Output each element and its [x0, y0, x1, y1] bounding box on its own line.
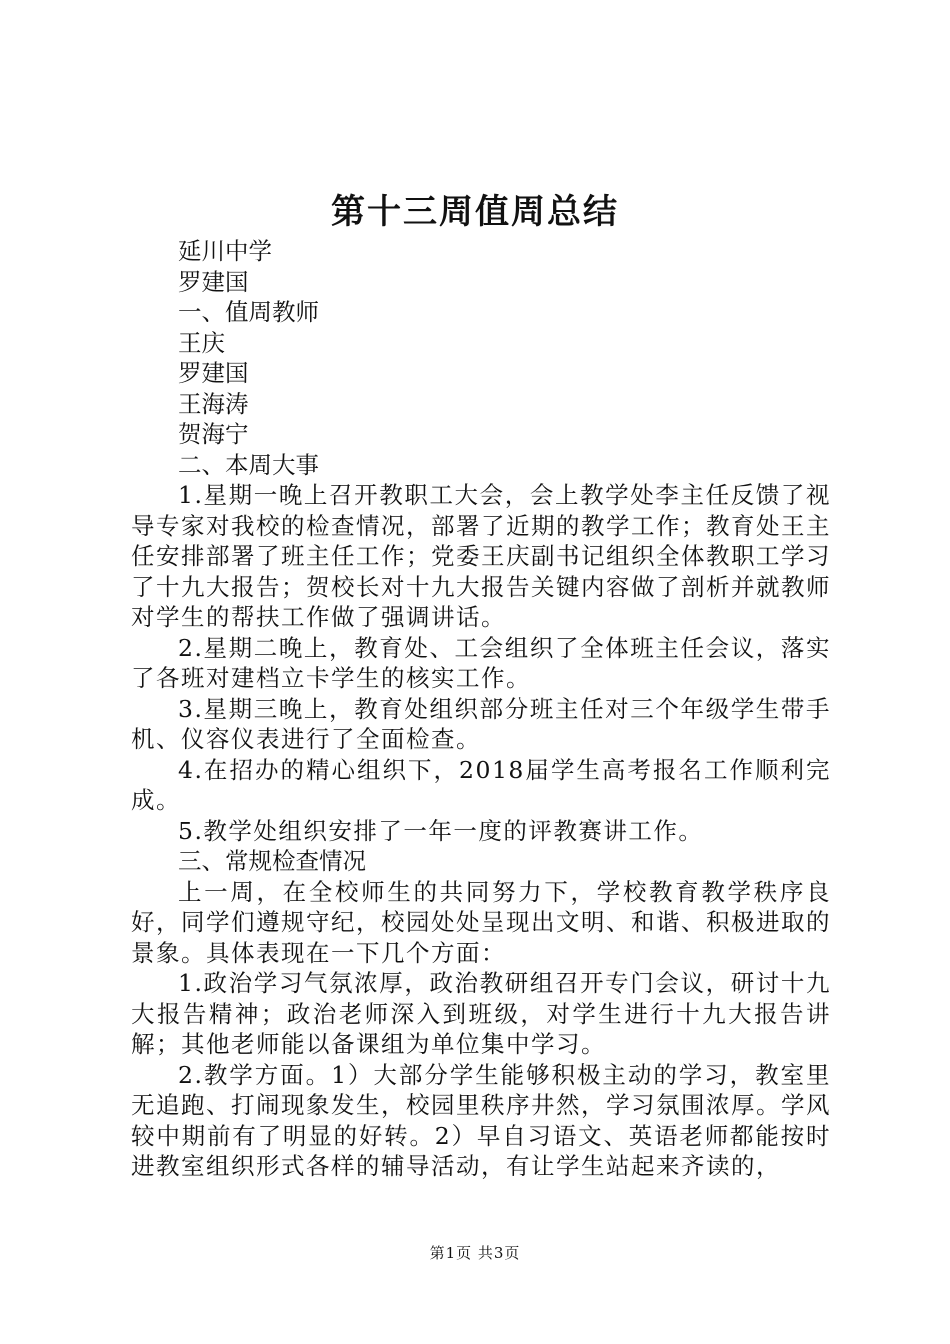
teacher-name: 王庆: [178, 328, 225, 357]
event-paragraph: 1.星期一晚上召开教职工大会，会上教学处李主任反馈了视导专家对我校的检查情况，部署了近期的教学工作；教育处王主任安排部署了班主任工作；党委王庆副书记组织全体教职工学习了十九大报告；贺校长对十九大报告关键内容做了剖析并就教师对学生的帮扶工作做了强调讲话。: [131, 481, 831, 631]
event-paragraph: 5.教学处组织安排了一年一度的评教赛讲工作。: [178, 816, 704, 845]
teacher-name: 贺海宁: [178, 420, 249, 448]
teacher-name: 罗建国: [178, 359, 249, 387]
document-body: [131, 236, 831, 1182]
section-heading-duty-teachers: 一、值周教师: [178, 298, 319, 326]
teacher-name: 王海涛: [178, 389, 249, 418]
section-heading-weekly-events: 二、本周大事: [178, 450, 319, 479]
event-paragraph: 3.星期三晚上，教育处组织部分班主任对三个年级学生带手机、仪容仪表进行了全面检查。: [131, 694, 831, 753]
event-paragraph: 2.星期二晚上，教育处、工会组织了全体班主任会议，落实了各班对建档立卡学生的核实工作。: [131, 633, 831, 692]
school-name: 延川中学: [178, 237, 272, 265]
inspection-item-paragraph: 1.政治学习气氛浓厚，政治教研组召开专门会议，研讨十九大报告精神；政治老师深入到班级，对学生进行十九大报告讲解；其他老师能以备课组为单位集中学习。: [131, 969, 831, 1058]
page-footer: 第1页 共3页: [429, 1244, 521, 1262]
document-title: 第十三周值周总结: [331, 192, 619, 232]
event-paragraph: 4.在招办的精心组织下，2018届学生高考报名工作顺利完成。: [131, 755, 831, 814]
author-name: 罗建国: [178, 267, 249, 296]
inspection-item-paragraph: 2.教学方面。1）大部分学生能够积极主动的学习，教室里无追跑、打闹现象发生，校园里秩序井然，学习氛围浓厚。学风较中期前有了明显的好转。2）早自习语文、英语老师都能按时进教室组织形式各样的辅导活动，有让学生站起来齐读的，: [131, 1060, 831, 1180]
inspection-intro-paragraph: 上一周，在全校师生的共同努力下，学校教育教学秩序良好，同学们遵规守纪，校园处处呈现出文明、和谐、积极进取的景象。具体表现在一下几个方面：: [131, 877, 831, 967]
section-heading-routine-inspection: 三、常规检查情况: [178, 847, 366, 875]
